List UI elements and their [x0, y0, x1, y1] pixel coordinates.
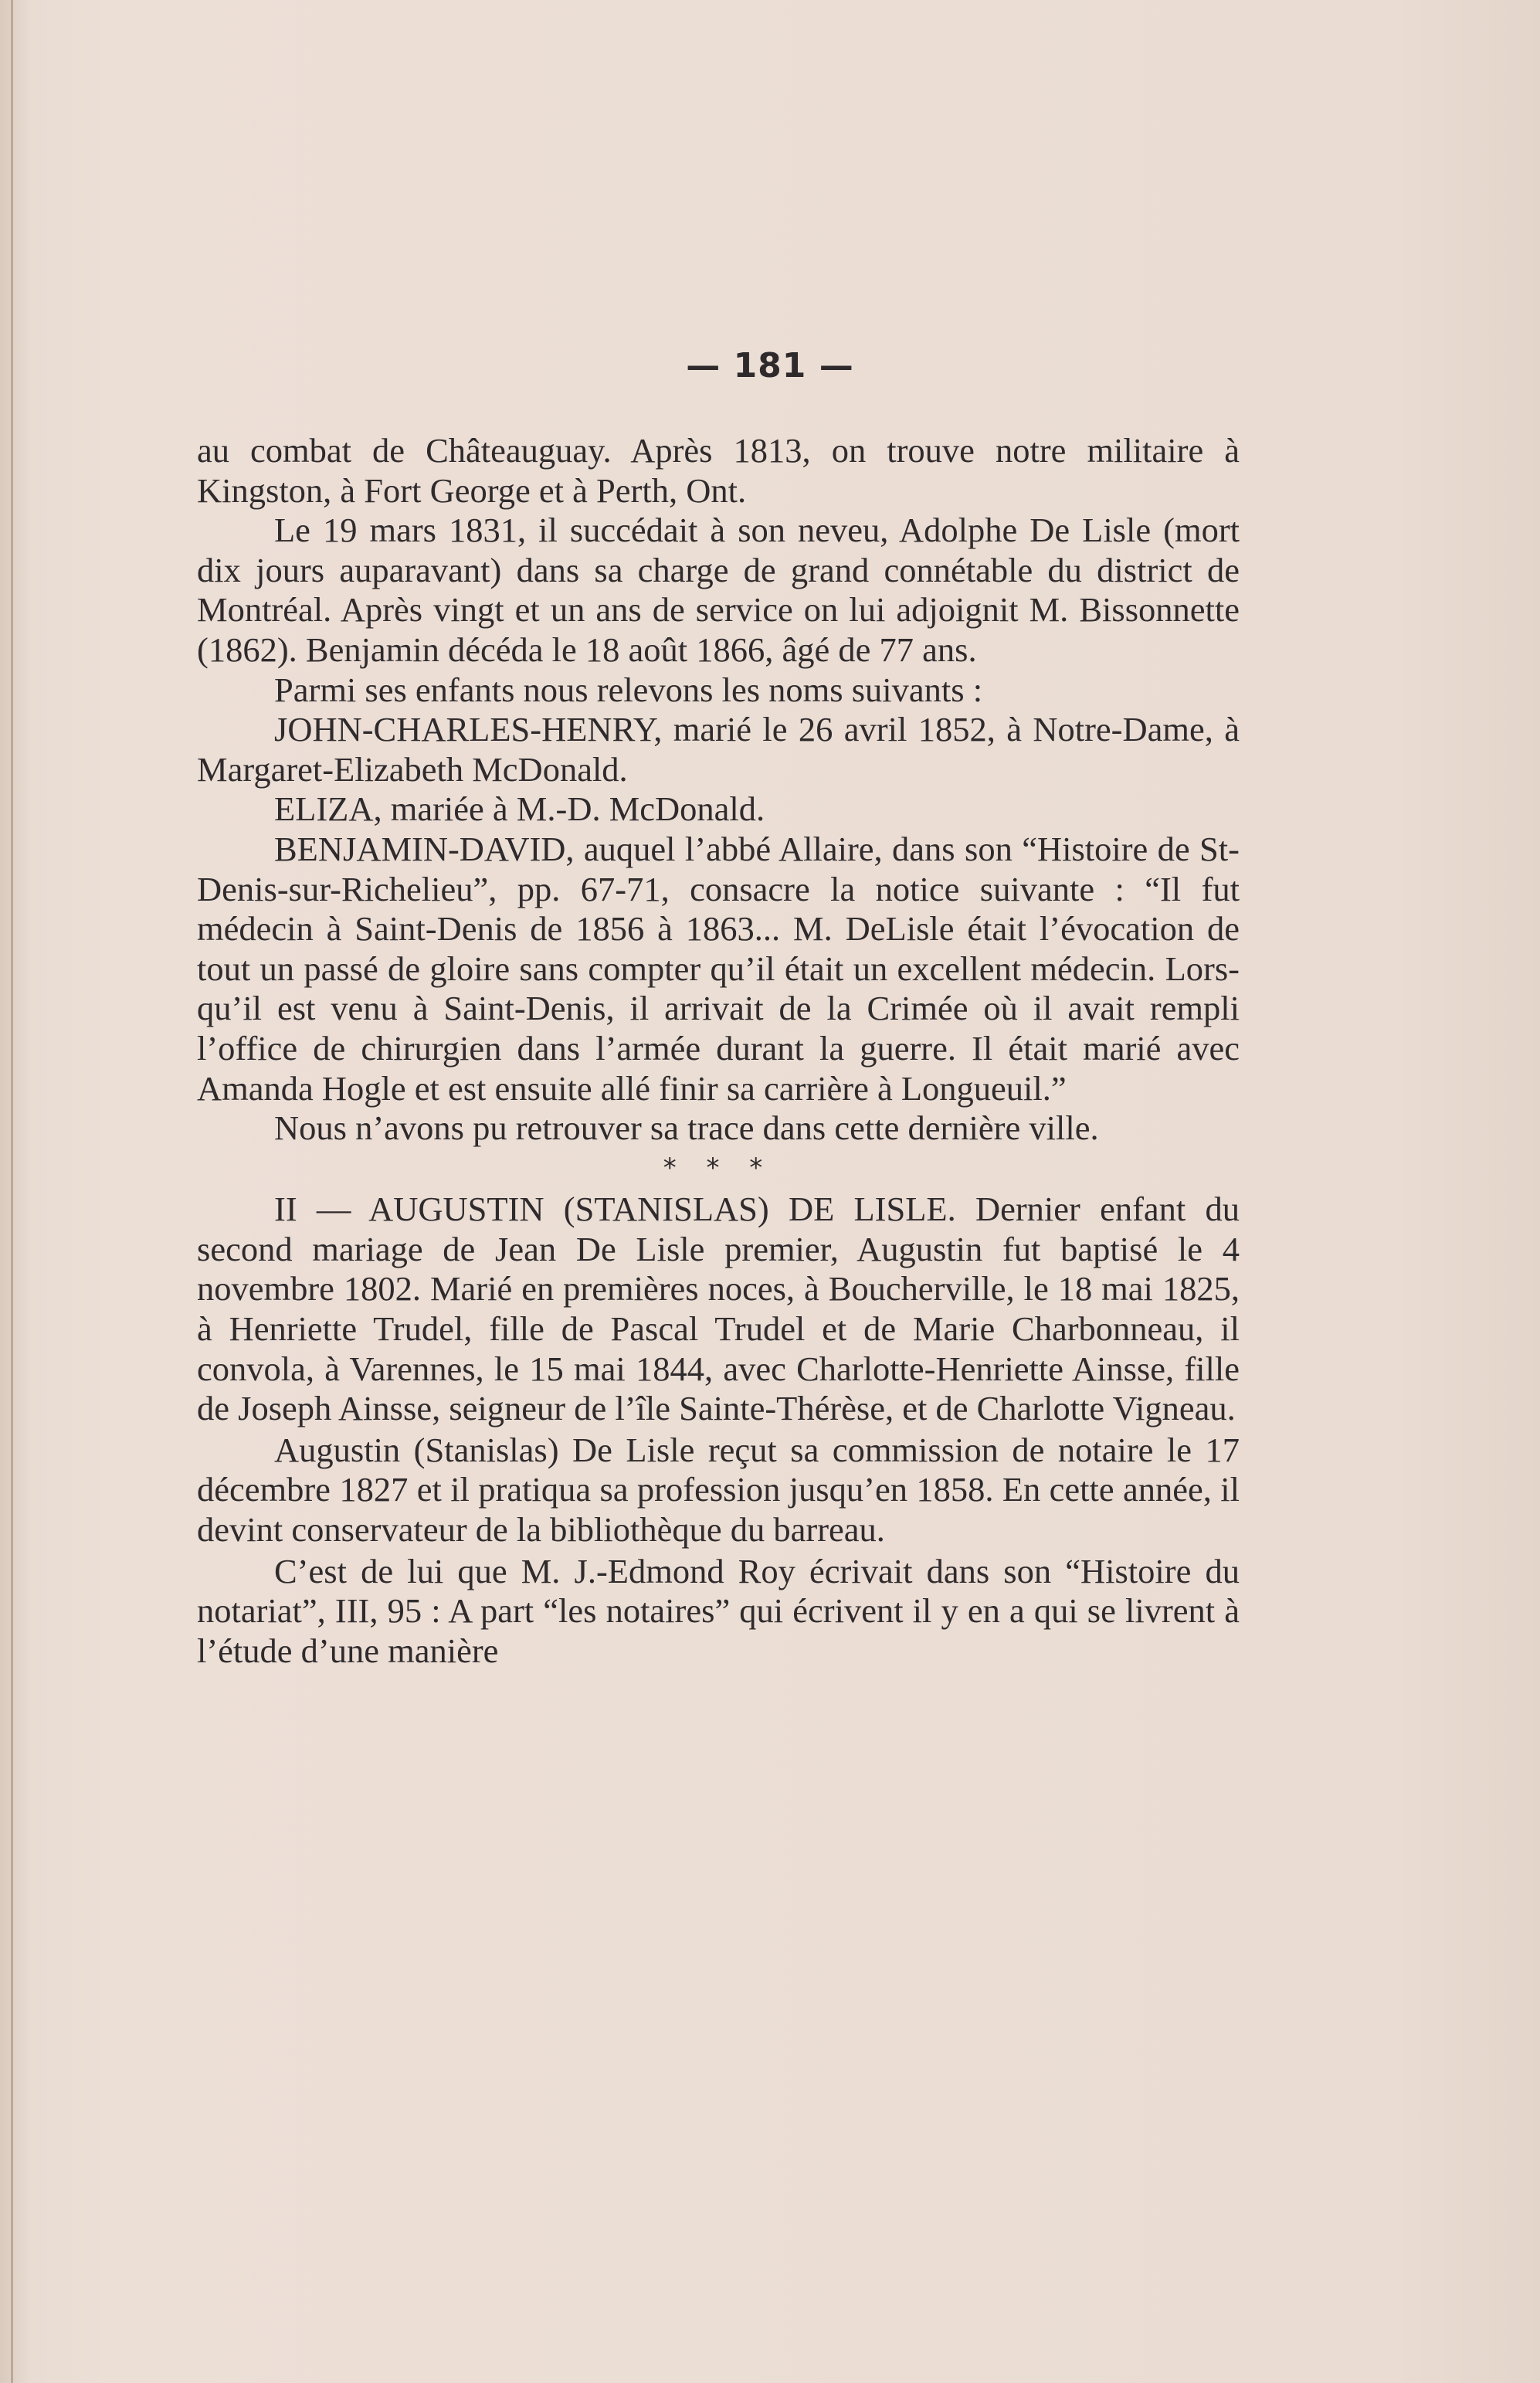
paragraph-2: Le 19 mars 1831, il succédait à son neveu, Adolphe De Lisle (mort dix jours auparavant) dans sa charge de grand connétable du district de Montréal. Après vingt et un ans de service on lui adjoignit M. Bissonnette (1862). Benjamin décéda le 18 août 1866, âgé de 77 ans.: [197, 511, 1240, 669]
paragraph-10: C’est de lui que M. J.-Edmond Roy écrivait dans son “Histoire du notariat”, III, 95 : A part “les notaires” qui écrivent il y en a qui se livrent à l’étude d’une manière: [197, 1551, 1240, 1670]
paragraph-5: ELIZA, mariée à M.-D. McDonald.: [274, 789, 765, 829]
section-separator: * * *: [663, 1152, 774, 1183]
body-text: [197, 431, 1240, 1671]
paragraph-8: II — AUGUSTIN (STANISLAS) DE LISLE. Dernier enfant du second mariage de Jean De Lisle premier, Augustin fut baptisé le 4 novembre 1802. Marié en premières noces, à Boucherville, le 18 mai 1825, à Henriette Trudel, fille de Pascal Trudel et de Marie Charbonneau, il convola, à Varennes, le 15 mai 1844, avec Charlotte-Henriette Ainsse, fille de Joseph Ainsse, seigneur de l’île Sainte-Thérèse, et de Charlotte Vigneau.: [197, 1190, 1240, 1428]
paragraph-4: JOHN-CHARLES-HENRY, marié le 26 avril 1852, à Notre-Dame, à Margaret-Elizabeth McDonald.: [197, 710, 1240, 789]
paragraph-7: Nous n’avons pu retrouver sa trace dans cette dernière ville.: [274, 1108, 1099, 1148]
paragraph-3: Parmi ses enfants nous relevons les noms suivants :: [274, 670, 983, 709]
paragraph-1: au combat de Châteauguay. Après 1813, on trouve notre militaire à Kingston, à Fort George et à Perth, Ont.: [197, 431, 1240, 510]
page-number: — 181 —: [686, 346, 854, 385]
paragraph-9: Augustin (Stanislas) De Lisle reçut sa commission de notaire le 17 décembre 1827 et il pratiqua sa profession jusqu’en 1858. En cette année, il devint conservateur de la bibliothèque du barreau.: [197, 1430, 1240, 1550]
paragraph-6: BENJAMIN-DAVID, auquel l’abbé Allaire, dans son “Histoire de St-Denis-sur-Richelieu”, pp. 67-71, consacre la notice suivante : “Il fut médecin à Saint-Denis de 1856 à 1863... M. DeLisle était l’évocation de tout un passé de gloire sans compter qu’il était un excellent médecin. Lorsqu’il est venu à Saint-Denis, il arrivait de la Crimée où il avait rempli l’office de chirurgien dans l’armée durant la guerre. Il était marié avec Amanda Hogle et est ensuite allé finir sa carrière à Longueuil.”: [197, 829, 1240, 1108]
